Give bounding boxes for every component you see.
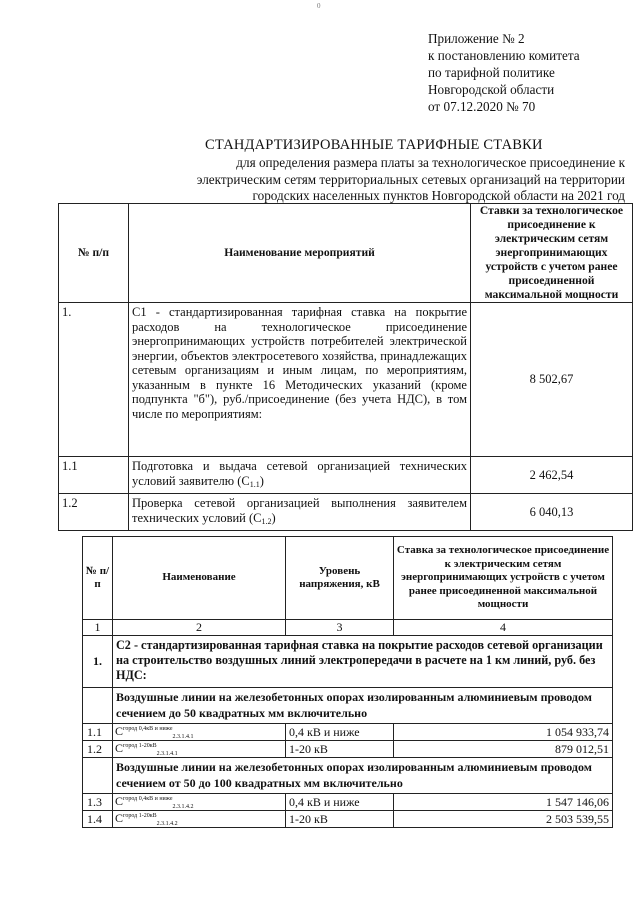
annex-line: к постановлению комитета: [428, 48, 580, 63]
row-num: 1.2: [83, 741, 113, 758]
code-subscript: 2.3.1.4.2: [156, 821, 178, 827]
rates-table-c1: [58, 203, 633, 531]
row-num: 1.3: [83, 794, 113, 811]
voltage-level: 1-20 кВ: [286, 741, 394, 758]
annex-block: [428, 30, 580, 115]
row-num: 1.4: [83, 811, 113, 828]
section-title: С2 - стандартизированная тарифная ставка на покрытие расходов сетевой организации на строительство воздушных линий электропередачи в расчете на 1 км линий, руб. без НДС:: [113, 636, 613, 688]
column-number: 4: [394, 620, 613, 636]
code-letter: С: [115, 724, 124, 738]
desc-index: 1.1: [249, 479, 260, 489]
tariff-code: [113, 794, 286, 811]
rate-value: 879 012,51: [394, 741, 613, 758]
row-num: 1.1: [59, 457, 129, 494]
header-name: Наименование: [113, 537, 286, 620]
page-mark: 0: [317, 2, 321, 10]
rate-value: 1 547 146,06: [394, 794, 613, 811]
header-name: Наименование мероприятий: [129, 204, 471, 303]
column-number: 1: [83, 620, 113, 636]
rates-table-c2: [82, 536, 613, 828]
header-voltage: Уровень напряжения, кВ: [286, 537, 394, 620]
row-value: 2 462,54: [471, 457, 633, 494]
tariff-code: [113, 724, 286, 741]
rate-value: 2 503 539,55: [394, 811, 613, 828]
group-spacer: [83, 688, 113, 724]
row-description: [129, 457, 471, 494]
code-letter: С: [115, 811, 124, 825]
row-value: 6 040,13: [471, 494, 633, 531]
desc-index: 1.2: [261, 516, 272, 526]
document-title: СТАНДАРТИЗИРОВАННЫЕ ТАРИФНЫЕ СТАВКИ: [205, 137, 543, 153]
desc-text: Подготовка и выдача сетевой организацией технических условий заявителю (С: [132, 459, 467, 488]
desc-tail: ): [271, 510, 276, 525]
header-num: № п/п: [83, 537, 113, 620]
subtitle-line: городских населенных пунктов Новгородской области на 2021 год: [252, 188, 625, 203]
row-num: 1.: [59, 303, 129, 457]
subtitle-line: электрическим сетям территориальных сетевых организаций на территории: [196, 171, 625, 187]
column-number: 2: [113, 620, 286, 636]
rate-value: 1 054 933,74: [394, 724, 613, 741]
section-num: 1.: [83, 636, 113, 688]
tariff-code: [113, 811, 286, 828]
code-superscript: город 0,4кВ и ниже: [123, 796, 173, 802]
document-subtitle: [105, 155, 625, 205]
desc-text: Проверка сетевой организацией выполнения заявителем технических условий (С: [132, 496, 467, 525]
row-value: 8 502,67: [471, 303, 633, 457]
code-letter: С: [115, 741, 124, 755]
code-superscript: город 0,4кВ и ниже: [123, 726, 173, 732]
column-number: 3: [286, 620, 394, 636]
annex-line: Приложение № 2: [428, 31, 525, 46]
group-spacer: [83, 758, 113, 794]
voltage-level: 0,4 кВ и ниже: [286, 794, 394, 811]
annex-line: от 07.12.2020 № 70: [428, 99, 536, 114]
annex-line: Новгородской области: [428, 82, 555, 97]
tariff-code: [113, 741, 286, 758]
row-num: 1.1: [83, 724, 113, 741]
header-rate: Ставки за технологическое присоединение к электрическим сетям энергопринимающих устройств с учетом ранее присоединенной максимальной мощности: [471, 204, 633, 303]
row-description: С1 - стандартизированная тарифная ставка на покрытие расходов на технологическое присоединение энергопринимающих устройств потребителей электрической энергии, объектов электросетевого хозяйства, принадлежащих сетевым организациям и иным лицам, по мероприятиям, указанным в пункте 16 Методических указаний (кроме подпункта "б"), руб./присоединение (без учета НДС), в том числе по мероприятиям:: [129, 303, 471, 457]
voltage-level: 0,4 кВ и ниже: [286, 724, 394, 741]
group-title: Воздушные линии на железобетонных опорах изолированным алюминиевым проводом сечением от 50 до 100 квадратных мм включительно: [113, 758, 613, 794]
desc-tail: ): [259, 473, 264, 488]
annex-line: по тарифной политике: [428, 65, 555, 80]
code-superscript: город 1-20кВ: [123, 743, 157, 749]
code-letter: С: [115, 794, 124, 808]
voltage-level: 1-20 кВ: [286, 811, 394, 828]
header-rate: Ставка за технологическое присоединение к электрическим сетям энергопринимающих устройств с учетом ранее присоединенной максимальной мощности: [394, 537, 613, 620]
row-description: [129, 494, 471, 531]
header-num: № п/п: [59, 204, 129, 303]
row-num: 1.2: [59, 494, 129, 531]
code-superscript: город 1-20кВ: [123, 813, 157, 819]
subtitle-line: для определения размера платы за технологическое присоединение к: [236, 155, 625, 170]
group-title: Воздушные линии на железобетонных опорах изолированным алюминиевым проводом сечением до 50 квадратных мм включительно: [113, 688, 613, 724]
code-subscript: 2.3.1.4.2: [172, 804, 194, 810]
code-subscript: 2.3.1.4.1: [172, 734, 194, 740]
code-subscript: 2.3.1.4.1: [156, 751, 178, 757]
